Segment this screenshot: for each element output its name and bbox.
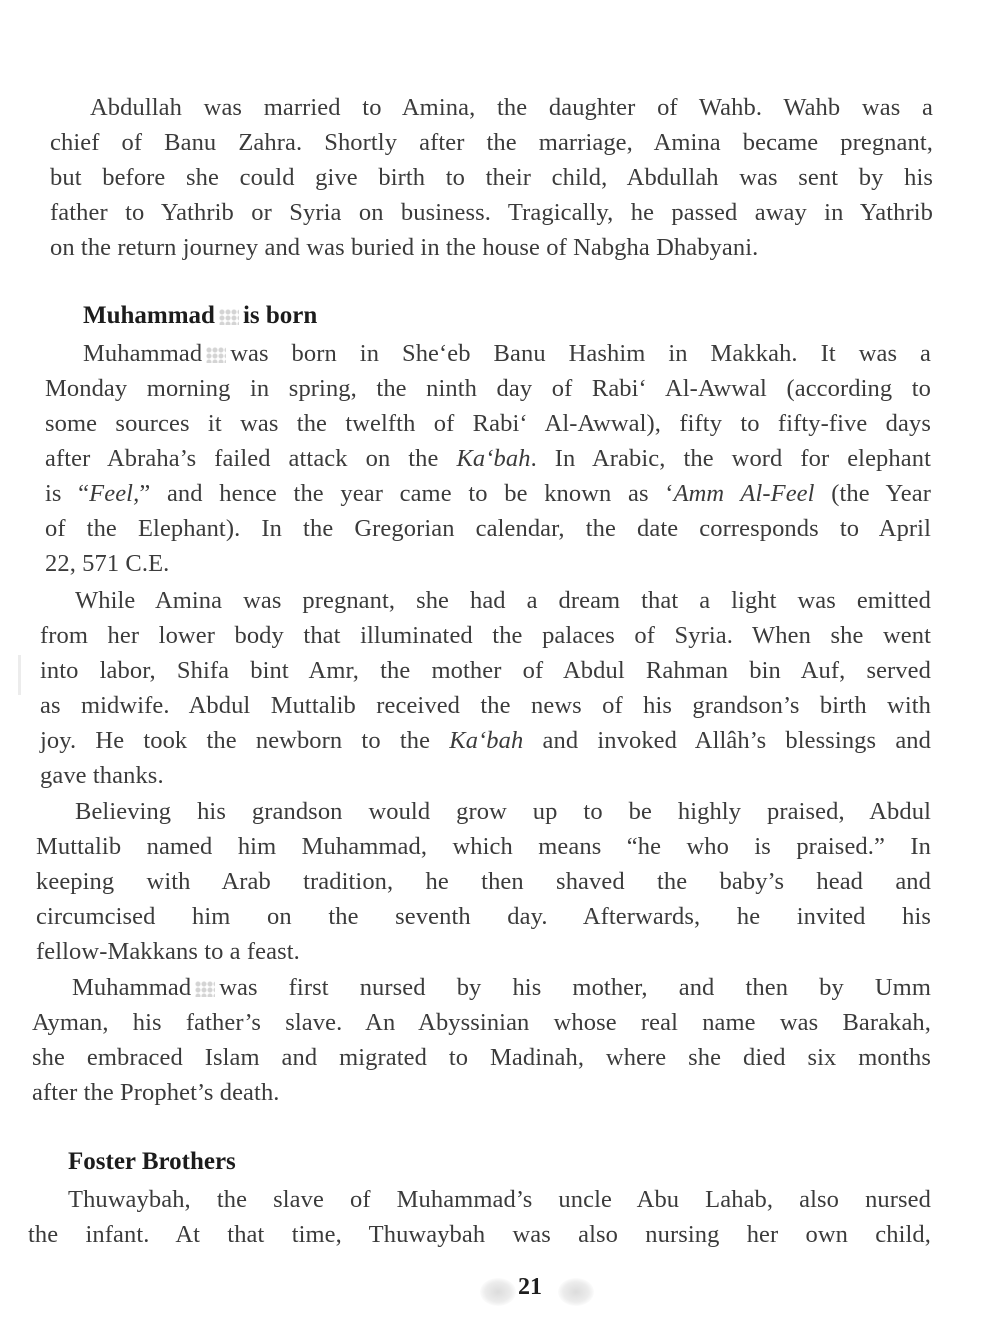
paragraph-line: fellow-Makkans to a feast. bbox=[36, 938, 300, 965]
section-heading-muhammad-is-born bbox=[83, 302, 317, 330]
page-number-text: 21 bbox=[518, 1274, 542, 1300]
paragraph-line: of the Elephant). In the Gregorian calendar, the date corresponds to April bbox=[45, 515, 931, 542]
section-heading-foster-brothers: Foster Brothers bbox=[68, 1148, 236, 1175]
paragraph-line: after the Prophet’s death. bbox=[32, 1079, 280, 1106]
margin-scan-artifact bbox=[18, 655, 21, 695]
salutation-icon bbox=[195, 981, 215, 997]
paragraph-line: chief of Banu Zahra. Shortly after the marriage, Amina became pregnant, bbox=[50, 129, 933, 156]
paragraph-line: While Amina was pregnant, she had a dream that a light was emitted bbox=[75, 587, 931, 614]
paragraph-line: but before she could give birth to their child, Abdullah was sent by his bbox=[50, 164, 933, 191]
paragraph-line: Ayman, his father’s slave. An Abyssinian whose real name was Barakah, bbox=[32, 1009, 931, 1036]
heading-text: is born bbox=[242, 302, 318, 329]
heading-text: Muhammad bbox=[83, 302, 215, 329]
paragraph-line: circumcised him on the seventh day. Afterwards, he invited his bbox=[36, 903, 931, 930]
paragraph-line: the infant. At that time, Thuwaybah was also nursing her own child, bbox=[28, 1221, 931, 1248]
paragraph-line: joy. He took the newborn to the Ka‘bah and invoked Allâh’s blessings and bbox=[40, 727, 932, 754]
page-number-ornament-left-icon bbox=[480, 1278, 516, 1306]
paragraph-line: father to Yathrib or Syria on business. Tragically, he passed away in Yathrib bbox=[50, 199, 933, 226]
paragraph-line: Muhammad was born in She‘eb Banu Hashim in Makkah. It was a bbox=[83, 340, 931, 367]
paragraph-line: after Abraha’s failed attack on the Ka‘bah. In Arabic, the word for elephant bbox=[45, 445, 931, 472]
paragraph-line: gave thanks. bbox=[40, 762, 164, 789]
paragraph-line: Muttalib named him Muhammad, which means “he who is praised.” In bbox=[36, 833, 931, 860]
paragraph-line: from her lower body that illuminated the palaces of Syria. When she went bbox=[40, 622, 931, 649]
paragraph-line: Abdullah was married to Amina, the daughter of Wahb. Wahb was a bbox=[90, 94, 933, 121]
paragraph-line: Believing his grandson would grow up to be highly praised, Abdul bbox=[75, 798, 931, 825]
paragraph-line: on the return journey and was buried in the house of Nabgha Dhabyani. bbox=[50, 234, 759, 261]
paragraph-line: into labor, Shifa bint Amr, the mother of Abdul Rahman bin Auf, served bbox=[40, 657, 931, 684]
paragraph-line: Thuwaybah, the slave of Muhammad’s uncle Abu Lahab, also nursed bbox=[68, 1186, 931, 1213]
page-number-ornament-right-icon bbox=[558, 1278, 594, 1306]
paragraph-line: Monday morning in spring, the ninth day of Rabi‘ Al-Awwal (according to bbox=[45, 375, 931, 402]
salutation-icon bbox=[206, 347, 226, 363]
paragraph-line: some sources it was the twelfth of Rabi‘ Al-Awwal), fifty to fifty-five days bbox=[45, 410, 931, 437]
paragraph-line: is “Feel,” and hence the year came to be known as ‘Amm Al-Feel (the Year bbox=[45, 480, 931, 507]
paragraph-line: 22, 571 C.E. bbox=[45, 550, 170, 577]
salutation-icon bbox=[219, 309, 239, 325]
paragraph-line: as midwife. Abdul Muttalib received the news of his grandson’s birth with bbox=[40, 692, 931, 719]
paragraph-line: she embraced Islam and migrated to Madinah, where she died six months bbox=[32, 1044, 931, 1071]
page-number bbox=[470, 1272, 600, 1312]
paragraph-line: Muhammad was first nursed by his mother, and then by Umm bbox=[72, 974, 931, 1001]
paragraph-line: keeping with Arab tradition, he then shaved the baby’s head and bbox=[36, 868, 931, 895]
